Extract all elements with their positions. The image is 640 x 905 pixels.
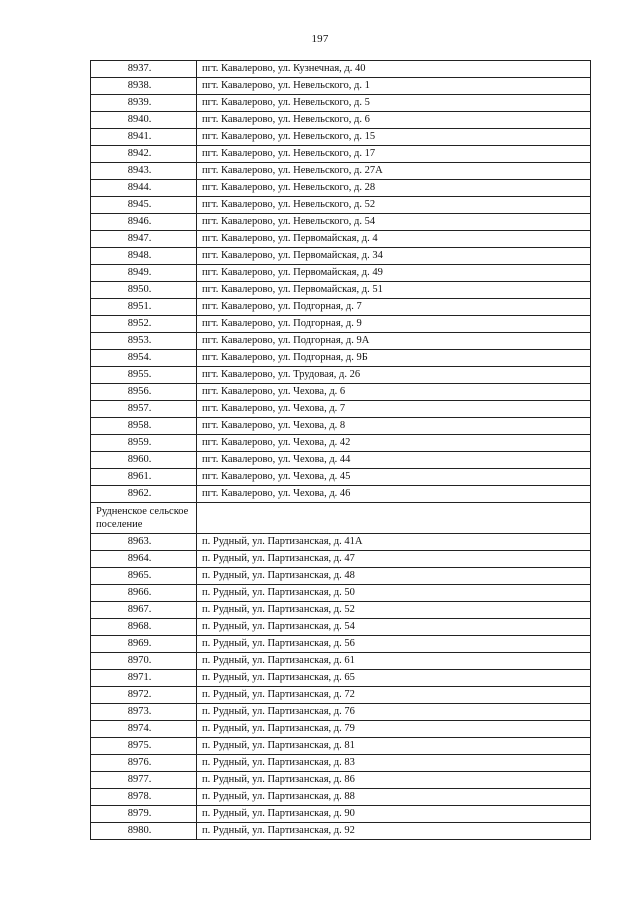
row-number-cell: 8960. <box>91 452 197 469</box>
table-row <box>91 418 591 435</box>
row-number-cell: 8939. <box>91 95 197 112</box>
table-row <box>91 721 591 738</box>
table-row <box>91 568 591 585</box>
table-row <box>91 197 591 214</box>
row-number-cell: 8967. <box>91 602 197 619</box>
address-cell: пгт. Кавалерово, ул. Невельского, д. 15 <box>197 129 591 146</box>
row-number-cell: 8976. <box>91 755 197 772</box>
address-cell: п. Рудный, ул. Партизанская, д. 50 <box>197 585 591 602</box>
page-number: 197 <box>311 33 329 45</box>
table-row <box>91 670 591 687</box>
row-number-cell: 8966. <box>91 585 197 602</box>
row-number-cell: 8938. <box>91 78 197 95</box>
group-label-cell: Рудненское сельское поселение <box>91 503 197 534</box>
table-row <box>91 806 591 823</box>
address-cell: пгт. Кавалерово, ул. Невельского, д. 27А <box>197 163 591 180</box>
address-cell: пгт. Кавалерово, ул. Кузнечная, д. 40 <box>197 61 591 78</box>
row-number-cell: 8972. <box>91 687 197 704</box>
address-cell: п. Рудный, ул. Партизанская, д. 56 <box>197 636 591 653</box>
address-cell: пгт. Кавалерово, ул. Чехова, д. 7 <box>197 401 591 418</box>
address-cell: п. Рудный, ул. Партизанская, д. 61 <box>197 653 591 670</box>
table-row <box>91 248 591 265</box>
table-row <box>91 299 591 316</box>
row-number-cell: 8947. <box>91 231 197 248</box>
address-cell: пгт. Кавалерово, ул. Трудовая, д. 26 <box>197 367 591 384</box>
row-number-cell: 8974. <box>91 721 197 738</box>
table-row <box>91 452 591 469</box>
table-row <box>91 384 591 401</box>
row-number-cell: 8978. <box>91 789 197 806</box>
address-cell: пгт. Кавалерово, ул. Невельского, д. 17 <box>197 146 591 163</box>
table-row <box>91 146 591 163</box>
table-row <box>91 619 591 636</box>
table-row <box>91 78 591 95</box>
address-cell: пгт. Кавалерово, ул. Невельского, д. 1 <box>197 78 591 95</box>
table-row <box>91 282 591 299</box>
row-number-cell: 8958. <box>91 418 197 435</box>
address-cell: п. Рудный, ул. Партизанская, д. 76 <box>197 704 591 721</box>
table-row <box>91 401 591 418</box>
row-number-cell: 8937. <box>91 61 197 78</box>
address-cell: пгт. Кавалерово, ул. Невельского, д. 52 <box>197 197 591 214</box>
row-number-cell: 8973. <box>91 704 197 721</box>
address-cell: п. Рудный, ул. Партизанская, д. 65 <box>197 670 591 687</box>
row-number-cell: 8949. <box>91 265 197 282</box>
table-row <box>91 789 591 806</box>
table-row <box>91 755 591 772</box>
table-row <box>91 551 591 568</box>
address-cell: пгт. Кавалерово, ул. Первомайская, д. 51 <box>197 282 591 299</box>
table-row <box>91 333 591 350</box>
address-cell: пгт. Кавалерово, ул. Подгорная, д. 9А <box>197 333 591 350</box>
table-row <box>91 367 591 384</box>
row-number-cell: 8948. <box>91 248 197 265</box>
address-cell: п. Рудный, ул. Партизанская, д. 81 <box>197 738 591 755</box>
table-row <box>91 486 591 503</box>
row-number-cell: 8953. <box>91 333 197 350</box>
address-cell: п. Рудный, ул. Партизанская, д. 92 <box>197 823 591 840</box>
address-registry-body <box>91 61 591 840</box>
table-row <box>91 231 591 248</box>
row-number-cell: 8955. <box>91 367 197 384</box>
table-row <box>91 585 591 602</box>
row-number-cell: 8952. <box>91 316 197 333</box>
table-row <box>91 687 591 704</box>
table-row <box>91 602 591 619</box>
group-empty-cell <box>197 503 591 534</box>
address-cell: п. Рудный, ул. Партизанская, д. 54 <box>197 619 591 636</box>
table-row <box>91 435 591 452</box>
row-number-cell: 8956. <box>91 384 197 401</box>
row-number-cell: 8943. <box>91 163 197 180</box>
table-row <box>91 61 591 78</box>
row-number-cell: 8962. <box>91 486 197 503</box>
address-cell: п. Рудный, ул. Партизанская, д. 86 <box>197 772 591 789</box>
address-cell: пгт. Кавалерово, ул. Чехова, д. 42 <box>197 435 591 452</box>
table-row <box>91 163 591 180</box>
table-row <box>91 534 591 551</box>
table-row <box>91 738 591 755</box>
row-number-cell: 8963. <box>91 534 197 551</box>
address-cell: п. Рудный, ул. Партизанская, д. 48 <box>197 568 591 585</box>
table-row <box>91 823 591 840</box>
row-number-cell: 8961. <box>91 469 197 486</box>
address-cell: пгт. Кавалерово, ул. Подгорная, д. 7 <box>197 299 591 316</box>
row-number-cell: 8970. <box>91 653 197 670</box>
row-number-cell: 8968. <box>91 619 197 636</box>
table-row <box>91 214 591 231</box>
address-cell: пгт. Кавалерово, ул. Чехова, д. 44 <box>197 452 591 469</box>
row-number-cell: 8951. <box>91 299 197 316</box>
row-number-cell: 8977. <box>91 772 197 789</box>
table-row <box>91 95 591 112</box>
row-number-cell: 8954. <box>91 350 197 367</box>
row-number-cell: 8945. <box>91 197 197 214</box>
row-number-cell: 8959. <box>91 435 197 452</box>
address-cell: п. Рудный, ул. Партизанская, д. 90 <box>197 806 591 823</box>
address-cell: пгт. Кавалерово, ул. Первомайская, д. 34 <box>197 248 591 265</box>
address-cell: п. Рудный, ул. Партизанская, д. 52 <box>197 602 591 619</box>
row-number-cell: 8944. <box>91 180 197 197</box>
table-group-row <box>91 503 591 534</box>
row-number-cell: 8940. <box>91 112 197 129</box>
address-cell: пгт. Кавалерово, ул. Невельского, д. 28 <box>197 180 591 197</box>
address-cell: пгт. Кавалерово, ул. Подгорная, д. 9Б <box>197 350 591 367</box>
address-cell: пгт. Кавалерово, ул. Чехова, д. 46 <box>197 486 591 503</box>
address-cell: пгт. Кавалерово, ул. Чехова, д. 8 <box>197 418 591 435</box>
row-number-cell: 8971. <box>91 670 197 687</box>
row-number-cell: 8950. <box>91 282 197 299</box>
address-cell: пгт. Кавалерово, ул. Невельского, д. 6 <box>197 112 591 129</box>
row-number-cell: 8980. <box>91 823 197 840</box>
address-cell: п. Рудный, ул. Партизанская, д. 83 <box>197 755 591 772</box>
row-number-cell: 8946. <box>91 214 197 231</box>
table-row <box>91 653 591 670</box>
address-cell: пгт. Кавалерово, ул. Подгорная, д. 9 <box>197 316 591 333</box>
address-cell: п. Рудный, ул. Партизанская, д. 88 <box>197 789 591 806</box>
table-row <box>91 704 591 721</box>
row-number-cell: 8941. <box>91 129 197 146</box>
row-number-cell: 8975. <box>91 738 197 755</box>
table-row <box>91 129 591 146</box>
table-row <box>91 772 591 789</box>
table-row <box>91 469 591 486</box>
address-cell: пгт. Кавалерово, ул. Невельского, д. 5 <box>197 95 591 112</box>
row-number-cell: 8979. <box>91 806 197 823</box>
address-cell: п. Рудный, ул. Партизанская, д. 79 <box>197 721 591 738</box>
row-number-cell: 8965. <box>91 568 197 585</box>
table-row <box>91 180 591 197</box>
table-row <box>91 350 591 367</box>
table-row <box>91 265 591 282</box>
address-cell: пгт. Кавалерово, ул. Чехова, д. 6 <box>197 384 591 401</box>
row-number-cell: 8942. <box>91 146 197 163</box>
address-cell: п. Рудный, ул. Партизанская, д. 72 <box>197 687 591 704</box>
row-number-cell: 8964. <box>91 551 197 568</box>
address-cell: п. Рудный, ул. Партизанская, д. 41А <box>197 534 591 551</box>
address-cell: пгт. Кавалерово, ул. Первомайская, д. 49 <box>197 265 591 282</box>
address-cell: п. Рудный, ул. Партизанская, д. 47 <box>197 551 591 568</box>
row-number-cell: 8957. <box>91 401 197 418</box>
table-row <box>91 316 591 333</box>
address-cell: пгт. Кавалерово, ул. Чехова, д. 45 <box>197 469 591 486</box>
address-registry-table <box>90 60 591 840</box>
row-number-cell: 8969. <box>91 636 197 653</box>
address-cell: пгт. Кавалерово, ул. Первомайская, д. 4 <box>197 231 591 248</box>
table-row <box>91 636 591 653</box>
table-row <box>91 112 591 129</box>
address-cell: пгт. Кавалерово, ул. Невельского, д. 54 <box>197 214 591 231</box>
